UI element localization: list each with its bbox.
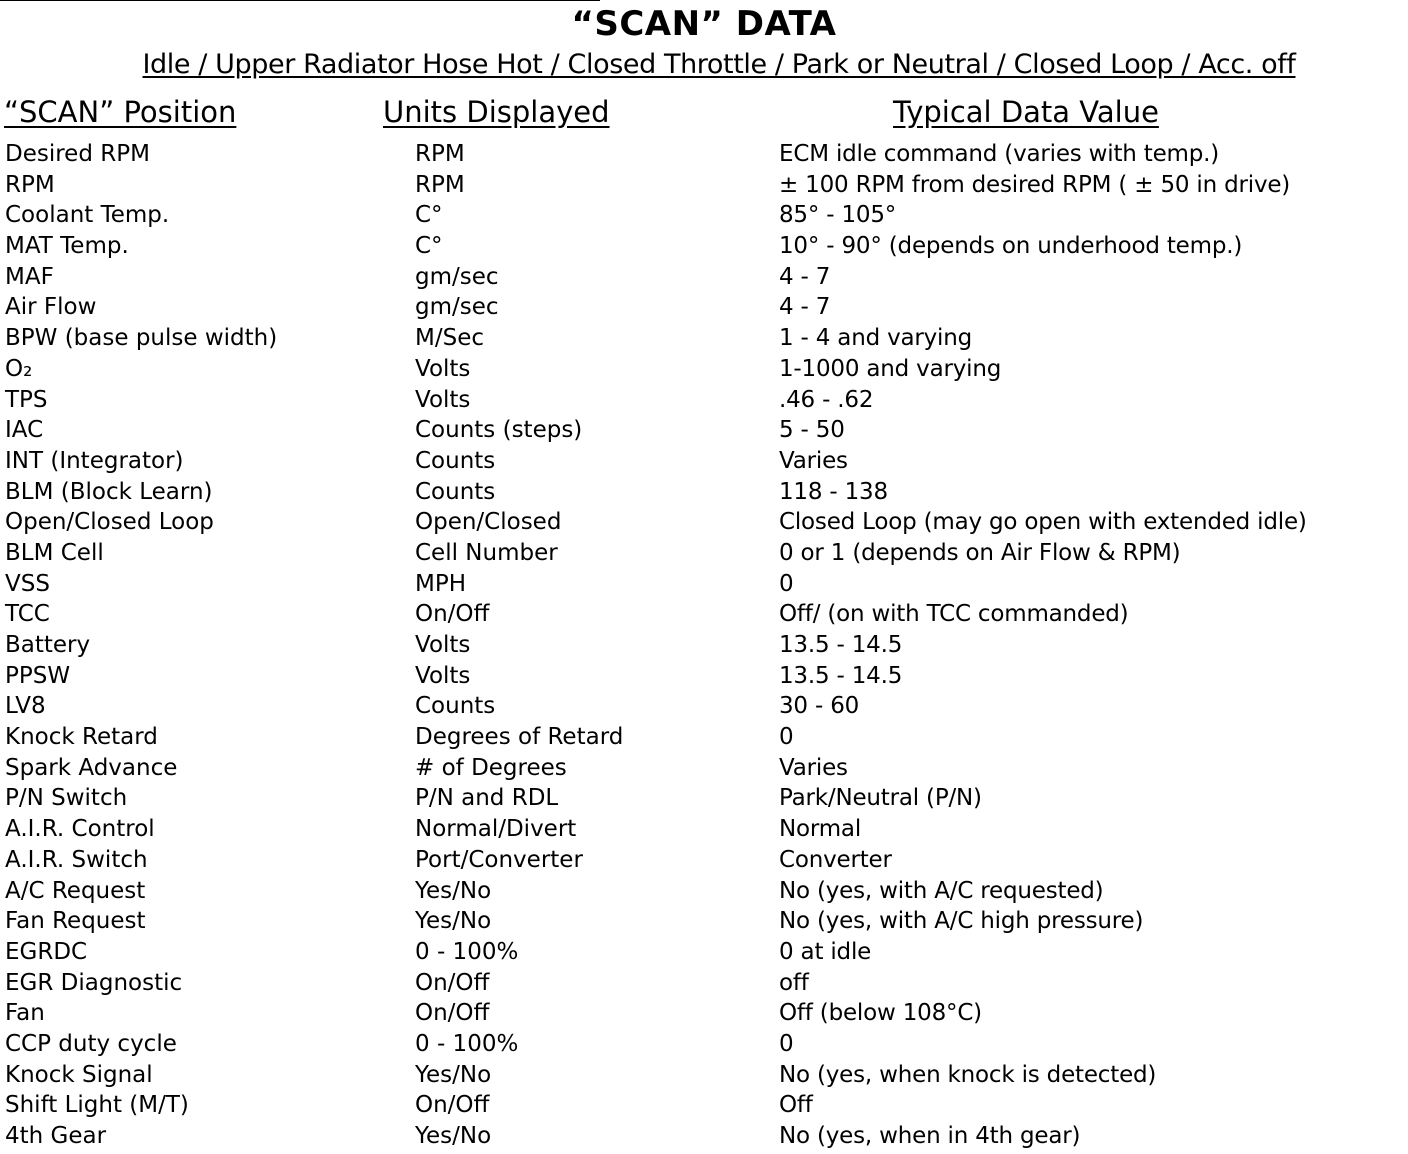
row-typical-value: 1-1000 and varying xyxy=(779,355,1002,382)
table-row xyxy=(0,661,1408,692)
row-scan-position: BLM (Block Learn) xyxy=(5,478,213,505)
table-row xyxy=(0,876,1408,907)
row-units-displayed: Volts xyxy=(415,632,471,658)
table-row xyxy=(0,1090,1408,1121)
row-scan-position: IAC xyxy=(5,417,44,444)
row-scan-position: CCP duty cycle xyxy=(5,1030,177,1057)
row-typical-value: 0 xyxy=(779,724,794,751)
table-row xyxy=(0,968,1408,999)
table-row xyxy=(0,1121,1408,1152)
row-units-displayed: Counts (steps) xyxy=(415,417,583,444)
table-row xyxy=(0,323,1408,354)
row-scan-position: Open/Closed Loop xyxy=(5,509,214,536)
row-units-displayed: Yes/No xyxy=(415,1061,492,1088)
table-row xyxy=(0,906,1408,937)
row-typical-value: 85° - 105° xyxy=(779,202,897,229)
table-row xyxy=(0,937,1408,968)
row-typical-value: Converter xyxy=(779,846,892,873)
row-units-displayed: gm/sec xyxy=(415,263,499,290)
row-units-displayed: On/Off xyxy=(415,1000,490,1027)
row-typical-value: Off/ (on with TCC commanded) xyxy=(779,601,1129,628)
row-typical-value: 4 - 7 xyxy=(779,294,831,321)
row-scan-position: A.I.R. Control xyxy=(5,816,155,843)
table-row xyxy=(0,630,1408,661)
row-typical-value: 5 - 50 xyxy=(779,417,845,444)
row-typical-value: 13.5 - 14.5 xyxy=(779,662,903,689)
row-scan-position: VSS xyxy=(5,570,50,597)
row-units-displayed: On/Off xyxy=(415,969,490,996)
row-scan-position: Fan xyxy=(5,1000,45,1027)
row-scan-position: Shift Light (M/T) xyxy=(5,1092,189,1119)
row-typical-value: No (yes, when knock is detected) xyxy=(779,1061,1157,1088)
row-typical-value: 10° - 90° (depends on underhood temp.) xyxy=(779,233,1243,260)
row-units-displayed: Yes/No xyxy=(415,877,492,904)
row-units-displayed: Normal/Divert xyxy=(415,816,577,843)
row-typical-value: .46 - .62 xyxy=(779,386,874,413)
row-units-displayed: Yes/No xyxy=(415,1123,492,1149)
row-units-displayed: Degrees of Retard xyxy=(415,724,624,751)
row-units-displayed: Port/Converter xyxy=(415,846,583,873)
row-scan-position: LV8 xyxy=(5,693,46,720)
row-units-displayed: 0 - 100% xyxy=(415,938,519,965)
row-units-displayed: RPM xyxy=(415,171,465,198)
row-typical-value: Varies xyxy=(779,447,848,474)
row-units-displayed: On/Off xyxy=(415,1092,490,1119)
row-typical-value: 118 - 138 xyxy=(779,478,888,505)
row-scan-position: BLM Cell xyxy=(5,539,104,566)
header-scan-position: “SCAN” Position xyxy=(4,95,237,129)
row-units-displayed: M/Sec xyxy=(415,325,484,352)
table-row xyxy=(0,814,1408,845)
scan-data-table xyxy=(0,139,1408,1152)
row-typical-value: ECM idle command (varies with temp.) xyxy=(779,141,1220,167)
table-row xyxy=(0,354,1408,385)
row-units-displayed: Yes/No xyxy=(415,908,492,935)
row-typical-value: off xyxy=(779,969,809,996)
table-row xyxy=(0,998,1408,1029)
row-units-displayed: Volts xyxy=(415,386,471,413)
table-row xyxy=(0,753,1408,784)
row-units-displayed: Counts xyxy=(415,478,496,505)
table-row xyxy=(0,845,1408,876)
row-scan-position: TCC xyxy=(5,601,50,628)
row-units-displayed: gm/sec xyxy=(415,294,499,321)
row-scan-position: Air Flow xyxy=(5,294,97,321)
row-scan-position: BPW (base pulse width) xyxy=(5,325,278,352)
row-scan-position: Knock Retard xyxy=(5,724,158,751)
row-typical-value: Normal xyxy=(779,816,862,843)
row-typical-value: Off (below 108°C) xyxy=(779,1000,982,1027)
table-header xyxy=(0,92,1408,132)
row-units-displayed: C° xyxy=(415,202,443,229)
row-scan-position: INT (Integrator) xyxy=(5,447,184,474)
row-units-displayed: MPH xyxy=(415,570,467,597)
row-typical-value: 0 at idle xyxy=(779,938,872,965)
table-row xyxy=(0,477,1408,508)
row-units-displayed: Cell Number xyxy=(415,539,558,566)
table-row xyxy=(0,599,1408,630)
table-row xyxy=(0,200,1408,231)
row-units-displayed: 0 - 100% xyxy=(415,1030,519,1057)
row-scan-position: A.I.R. Switch xyxy=(5,846,148,873)
row-scan-position: Spark Advance xyxy=(5,754,178,781)
table-row xyxy=(0,385,1408,416)
row-typical-value: Varies xyxy=(779,754,848,781)
header-typical-value: Typical Data Value xyxy=(893,95,1159,129)
row-units-displayed: On/Off xyxy=(415,601,490,628)
page-subtitle: Idle / Upper Radiator Hose Hot / Closed Throttle / Park or Neutral / Closed Loop / Acc. off xyxy=(142,49,1296,80)
row-typical-value: No (yes, with A/C high pressure) xyxy=(779,908,1144,935)
row-units-displayed: RPM xyxy=(415,141,465,167)
row-units-displayed: # of Degrees xyxy=(415,754,567,781)
row-scan-position: Battery xyxy=(5,632,91,658)
row-scan-position: MAF xyxy=(5,263,54,290)
row-typical-value: 0 xyxy=(779,570,794,597)
row-typical-value: Park/Neutral (P/N) xyxy=(779,785,982,812)
row-typical-value: 13.5 - 14.5 xyxy=(779,632,903,658)
table-row xyxy=(0,170,1408,201)
row-units-displayed: Volts xyxy=(415,355,471,382)
row-typical-value: 30 - 60 xyxy=(779,693,860,720)
row-typical-value: ± 100 RPM from desired RPM ( ± 50 in drive) xyxy=(779,171,1291,198)
table-row xyxy=(0,415,1408,446)
row-scan-position: EGR Diagnostic xyxy=(5,969,183,996)
page-title: “SCAN” DATA xyxy=(571,4,837,44)
row-typical-value: 0 or 1 (depends on Air Flow & RPM) xyxy=(779,539,1181,566)
table-row xyxy=(0,783,1408,814)
row-scan-position: Coolant Temp. xyxy=(5,202,170,229)
row-scan-position: 4th Gear xyxy=(5,1123,107,1149)
row-scan-position: Fan Request xyxy=(5,908,146,935)
table-row xyxy=(0,507,1408,538)
row-typical-value: 1 - 4 and varying xyxy=(779,325,973,352)
row-scan-position: O₂ xyxy=(5,355,33,382)
row-units-displayed: P/N and RDL xyxy=(415,785,559,812)
table-row xyxy=(0,139,1408,170)
table-row xyxy=(0,446,1408,477)
table-row xyxy=(0,292,1408,323)
table-row xyxy=(0,538,1408,569)
table-row xyxy=(0,722,1408,753)
row-typical-value: 4 - 7 xyxy=(779,263,831,290)
row-units-displayed: Volts xyxy=(415,662,471,689)
table-row xyxy=(0,231,1408,262)
row-units-displayed: C° xyxy=(415,233,443,260)
row-units-displayed: Open/Closed xyxy=(415,509,562,536)
row-scan-position: RPM xyxy=(5,171,55,198)
row-typical-value: 0 xyxy=(779,1030,794,1057)
row-units-displayed: Counts xyxy=(415,693,496,720)
table-row xyxy=(0,262,1408,293)
row-scan-position: EGRDC xyxy=(5,938,88,965)
table-row xyxy=(0,1029,1408,1060)
table-row xyxy=(0,569,1408,600)
row-typical-value: Closed Loop (may go open with extended idle) xyxy=(779,509,1307,536)
row-scan-position: P/N Switch xyxy=(5,785,128,812)
row-scan-position: TPS xyxy=(5,386,48,413)
row-typical-value: No (yes, when in 4th gear) xyxy=(779,1123,1081,1149)
header-units-displayed: Units Displayed xyxy=(383,95,610,129)
top-rule xyxy=(0,0,600,1)
row-scan-position: A/C Request xyxy=(5,877,146,904)
row-typical-value: No (yes, with A/C requested) xyxy=(779,877,1104,904)
table-row xyxy=(0,691,1408,722)
row-units-displayed: Counts xyxy=(415,447,496,474)
row-scan-position: Knock Signal xyxy=(5,1061,153,1088)
table-row xyxy=(0,1060,1408,1091)
row-scan-position: MAT Temp. xyxy=(5,233,129,260)
row-scan-position: Desired RPM xyxy=(5,141,150,167)
row-scan-position: PPSW xyxy=(5,662,71,689)
row-typical-value: Off xyxy=(779,1092,813,1119)
